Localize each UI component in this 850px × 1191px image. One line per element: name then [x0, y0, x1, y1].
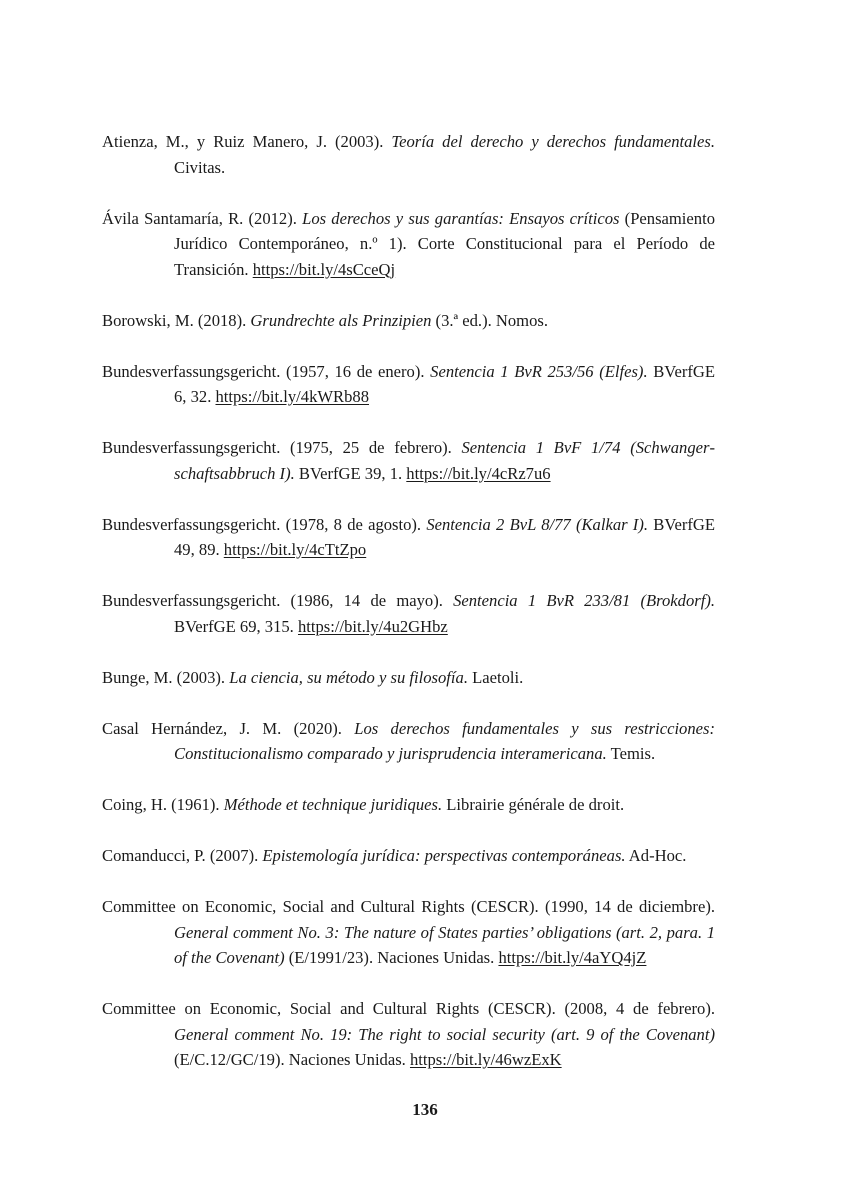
- reference-text: Atienza, M., y Ruiz Manero, J. (2003).: [102, 132, 392, 151]
- reference-text: Committee on Economic, Social and Cultural Rights (CESCR). (2008, 4 de febrero).: [102, 999, 715, 1018]
- reference-text: BVerfGE 39, 1.: [294, 463, 407, 483]
- reference-title: Sentencia 1 BvF 1/74 (Schwangerschaftsabbruch I).: [174, 438, 715, 483]
- reference-entry: [102, 792, 715, 818]
- reference-link[interactable]: https://bit.ly/4aYQ4jZ: [498, 948, 647, 967]
- reference-text: Bunge, M. (2003).: [102, 667, 230, 687]
- reference-text: Committee on Economic, Social and Cultural Rights (CESCR). (1990, 14 de diciembre).: [102, 897, 715, 916]
- reference-text: BVerfGE 6, 32.: [174, 361, 715, 406]
- reference-entry: [102, 206, 715, 283]
- reference-text: (3.ª ed.). Nomos.: [431, 310, 548, 330]
- reference-link[interactable]: https://bit.ly/4kWRb88: [215, 387, 369, 406]
- reference-title: Sentencia 1 BvR 233/81 (Brokdorf).: [453, 591, 715, 610]
- reference-text: BVerfGE 69, 315.: [174, 616, 298, 636]
- reference-text: Librairie générale de droit.: [442, 795, 625, 814]
- reference-link[interactable]: https://bit.ly/4u2GHbz: [297, 616, 448, 636]
- reference-title: General comment No. 19: The right to social security (art. 9 of the Covenant): [174, 1024, 715, 1044]
- reference-text: (Pensamiento Jurídico Contemporáneo, n.º 1). Corte Constitucional para el Período de Transición.: [174, 208, 715, 279]
- reference-text: Ávila Santamaría, R. (2012).: [102, 208, 303, 228]
- reference-title: Sentencia 1 BvR 253/56 (Elfes).: [430, 361, 648, 381]
- reference-entry: [102, 359, 715, 410]
- reference-text: Laetoli.: [467, 667, 524, 687]
- reference-title: Grundrechte als Prinzipien: [250, 310, 432, 330]
- reference-text: BVerfGE 49, 89.: [174, 514, 715, 559]
- reference-title: General comment No. 3: The nature of States parties’ obligations (art. 2, para. 1 of the Covenant): [174, 922, 715, 967]
- page-number: 136: [412, 1100, 438, 1119]
- reference-text: Bundesverfassungsgericht. (1986, 14 de mayo).: [102, 591, 454, 610]
- reference-entry: [102, 843, 715, 869]
- reference-title: Teoría del derecho y derechos fundamentales.: [391, 132, 716, 151]
- reference-text: Casal Hernández, J. M. (2020).: [102, 718, 355, 738]
- reference-title: Los derechos fundamentales y sus restricciones: Constitucionalismo comparado y jurisprudencia interamericana.: [174, 718, 716, 763]
- reference-entry: [102, 665, 715, 691]
- reference-text: Bundesverfassungsgericht. (1957, 16 de enero).: [102, 361, 431, 381]
- reference-entry: [102, 435, 715, 486]
- reference-text: Borowski, M. (2018).: [102, 310, 251, 330]
- reference-entry: [102, 512, 715, 563]
- reference-text: Temis.: [606, 744, 656, 763]
- reference-text: (E/1991/23). Naciones Unidas.: [284, 948, 499, 967]
- reference-text: Civitas.: [174, 157, 226, 177]
- reference-title: Sentencia 2 BvL 8/77 (Kalkar I).: [426, 514, 649, 534]
- reference-entry: [102, 716, 715, 767]
- reference-entry: [102, 588, 715, 639]
- reference-title: Epistemología jurídica: perspectivas contemporáneas.: [262, 846, 626, 865]
- reference-link[interactable]: https://bit.ly/4cRz7u6: [406, 463, 551, 483]
- reference-list: [102, 129, 715, 1098]
- reference-entry: [102, 894, 715, 971]
- reference-title: Méthode et technique juridiques.: [223, 795, 443, 814]
- reference-link[interactable]: https://bit.ly/46wzExK: [409, 1050, 562, 1069]
- reference-entry: [102, 308, 715, 334]
- reference-entry: [102, 996, 715, 1073]
- reference-entry: [102, 129, 715, 180]
- reference-text: Coing, H. (1961).: [102, 795, 224, 814]
- reference-text: (E/C.12/GC/19). Naciones Unidas.: [174, 1050, 410, 1069]
- reference-link[interactable]: https://bit.ly/4sCceQj: [252, 259, 396, 279]
- reference-text: Ad-Hoc.: [625, 846, 687, 865]
- reference-text: Comanducci, P. (2007).: [102, 846, 263, 865]
- reference-text: Bundesverfassungsgericht. (1975, 25 de febrero).: [102, 438, 462, 457]
- reference-title: La ciencia, su método y su filosofía.: [229, 667, 468, 687]
- reference-link[interactable]: https://bit.ly/4cTtZpo: [223, 540, 367, 559]
- reference-text: Bundesverfassungsgericht. (1978, 8 de agosto).: [102, 514, 427, 534]
- reference-title: Los derechos y sus garantías: Ensayos críticos: [302, 208, 620, 228]
